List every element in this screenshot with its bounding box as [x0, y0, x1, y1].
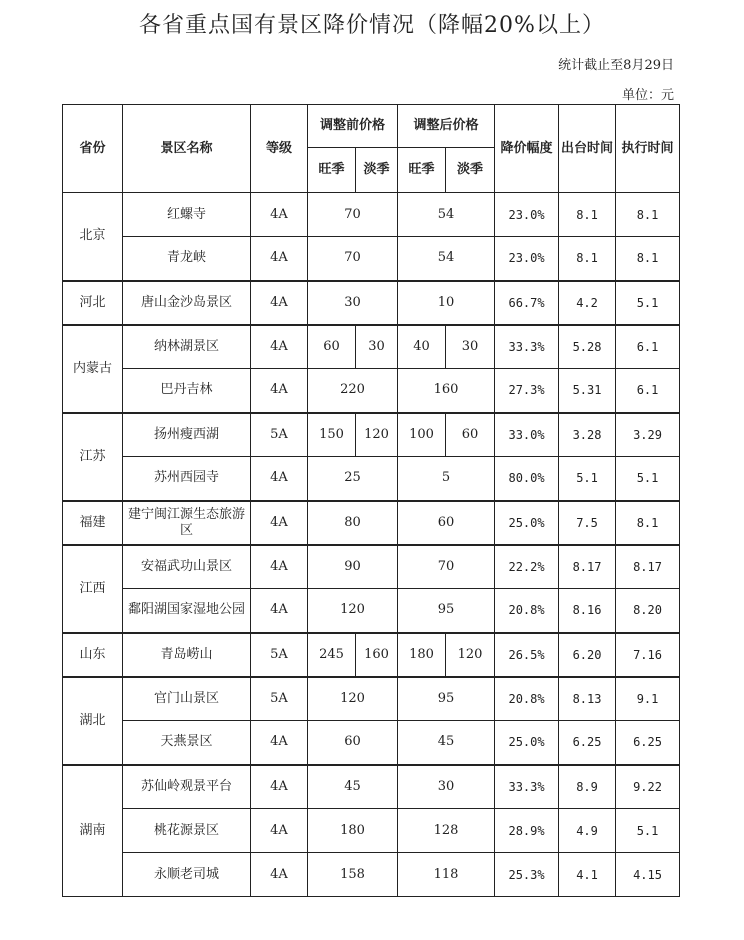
reduction-cell: 27.3% — [495, 369, 559, 413]
grade-cell: 4A — [251, 237, 308, 281]
reduction-cell: 26.5% — [495, 633, 559, 677]
price-table — [62, 104, 680, 897]
grade-cell: 4A — [251, 457, 308, 501]
scenic-name-cell: 天燕景区 — [123, 721, 251, 765]
exec-date-cell: 7.16 — [616, 633, 680, 677]
price-after-cell: 118 — [398, 853, 495, 897]
table-row — [63, 765, 680, 809]
table-row — [63, 721, 680, 765]
table-row — [63, 413, 680, 457]
unit-label: 单位：元 — [621, 88, 674, 103]
grade-cell: 4A — [251, 809, 308, 853]
table-row — [63, 633, 680, 677]
scenic-name-cell: 官门山景区 — [123, 677, 251, 721]
issue-date-cell: 4.2 — [559, 281, 616, 325]
reduction-cell: 20.8% — [495, 677, 559, 721]
grade-cell: 4A — [251, 589, 308, 633]
reduction-cell: 23.0% — [495, 237, 559, 281]
header-province: 省份 — [63, 105, 123, 193]
price-before-cell: 90 — [308, 545, 398, 589]
price-after-cell: 95 — [398, 677, 495, 721]
scenic-name-cell: 桃花源景区 — [123, 809, 251, 853]
issue-date-cell: 8.1 — [559, 193, 616, 237]
issue-date-cell: 8.13 — [559, 677, 616, 721]
header-scenic-name: 景区名称 — [123, 105, 251, 193]
reduction-cell: 25.0% — [495, 501, 559, 545]
exec-date-cell: 8.20 — [616, 589, 680, 633]
scenic-name-cell: 青龙峡 — [123, 237, 251, 281]
grade-cell: 4A — [251, 325, 308, 369]
scenic-name-cell: 苏仙岭观景平台 — [123, 765, 251, 809]
header-reduction: 降价幅度 — [495, 105, 559, 193]
reduction-cell: 33.3% — [495, 765, 559, 809]
issue-date-cell: 6.25 — [559, 721, 616, 765]
issue-date-cell: 8.16 — [559, 589, 616, 633]
price-after-cell: 5 — [398, 457, 495, 501]
price-after-off-cell: 120 — [446, 633, 495, 677]
scenic-name-cell: 永顺老司城 — [123, 853, 251, 897]
price-before-off-cell: 160 — [356, 633, 398, 677]
price-before-peak-cell: 245 — [308, 633, 356, 677]
scenic-name-cell: 唐山金沙岛景区 — [123, 281, 251, 325]
header-price-after: 调整后价格 — [398, 105, 495, 148]
price-after-cell: 10 — [398, 281, 495, 325]
reduction-cell: 33.0% — [495, 413, 559, 457]
issue-date-cell: 7.5 — [559, 501, 616, 545]
table-row — [63, 193, 680, 237]
issue-date-cell: 6.20 — [559, 633, 616, 677]
header-exec-date: 执行时间 — [616, 105, 680, 193]
price-after-off-cell: 30 — [446, 325, 495, 369]
header-after-peak: 旺季 — [398, 148, 446, 193]
price-after-cell: 54 — [398, 237, 495, 281]
reduction-cell: 23.0% — [495, 193, 559, 237]
grade-cell: 4A — [251, 501, 308, 545]
exec-date-cell: 5.1 — [616, 281, 680, 325]
province-cell: 江苏 — [63, 413, 123, 501]
issue-date-cell: 8.9 — [559, 765, 616, 809]
province-cell: 江西 — [63, 545, 123, 633]
table-row — [63, 589, 680, 633]
exec-date-cell: 9.22 — [616, 765, 680, 809]
price-before-cell: 158 — [308, 853, 398, 897]
province-cell: 内蒙古 — [63, 325, 123, 413]
province-cell: 福建 — [63, 501, 123, 545]
grade-cell: 4A — [251, 369, 308, 413]
page-title: 各省重点国有景区降价情况（降幅20%以上） — [139, 13, 605, 38]
reduction-cell: 80.0% — [495, 457, 559, 501]
table-row — [63, 281, 680, 325]
issue-date-cell: 5.28 — [559, 325, 616, 369]
price-before-cell: 45 — [308, 765, 398, 809]
reduction-cell: 25.0% — [495, 721, 559, 765]
grade-cell: 4A — [251, 765, 308, 809]
table-body — [63, 193, 680, 897]
scenic-name-cell: 建宁闽江源生态旅游区 — [123, 501, 251, 545]
header-after-off: 淡季 — [446, 148, 495, 193]
scenic-name-cell: 巴丹吉林 — [123, 369, 251, 413]
table-row — [63, 545, 680, 589]
grade-cell: 4A — [251, 281, 308, 325]
price-before-off-cell: 30 — [356, 325, 398, 369]
issue-date-cell: 4.1 — [559, 853, 616, 897]
exec-date-cell: 9.1 — [616, 677, 680, 721]
header-grade: 等级 — [251, 105, 308, 193]
price-after-cell: 95 — [398, 589, 495, 633]
grade-cell: 5A — [251, 413, 308, 457]
scenic-name-cell: 扬州瘦西湖 — [123, 413, 251, 457]
province-cell: 湖北 — [63, 677, 123, 765]
header-issue-date: 出台时间 — [559, 105, 616, 193]
price-before-peak-cell: 150 — [308, 413, 356, 457]
price-after-cell: 54 — [398, 193, 495, 237]
price-before-cell: 80 — [308, 501, 398, 545]
issue-date-cell: 3.28 — [559, 413, 616, 457]
exec-date-cell: 6.25 — [616, 721, 680, 765]
price-before-cell: 25 — [308, 457, 398, 501]
price-after-peak-cell: 100 — [398, 413, 446, 457]
price-after-cell: 70 — [398, 545, 495, 589]
header-before-off: 淡季 — [356, 148, 398, 193]
reduction-cell: 25.3% — [495, 853, 559, 897]
price-after-cell: 45 — [398, 721, 495, 765]
price-before-cell: 220 — [308, 369, 398, 413]
price-after-cell: 60 — [398, 501, 495, 545]
reduction-cell: 28.9% — [495, 809, 559, 853]
exec-date-cell: 8.1 — [616, 501, 680, 545]
table-row — [63, 369, 680, 413]
scenic-name-cell: 苏州西园寺 — [123, 457, 251, 501]
price-before-off-cell: 120 — [356, 413, 398, 457]
scenic-name-cell: 纳林湖景区 — [123, 325, 251, 369]
province-cell: 湖南 — [63, 765, 123, 897]
issue-date-cell: 8.1 — [559, 237, 616, 281]
grade-cell: 4A — [251, 853, 308, 897]
price-after-cell: 128 — [398, 809, 495, 853]
grade-cell: 4A — [251, 721, 308, 765]
grade-cell: 5A — [251, 633, 308, 677]
exec-date-cell: 6.1 — [616, 325, 680, 369]
table-row — [63, 237, 680, 281]
price-after-peak-cell: 180 — [398, 633, 446, 677]
scenic-name-cell: 青岛崂山 — [123, 633, 251, 677]
table-row — [63, 325, 680, 369]
exec-date-cell: 5.1 — [616, 457, 680, 501]
price-before-cell: 180 — [308, 809, 398, 853]
table-row — [63, 457, 680, 501]
price-after-off-cell: 60 — [446, 413, 495, 457]
grade-cell: 4A — [251, 193, 308, 237]
price-before-cell: 120 — [308, 589, 398, 633]
province-cell: 北京 — [63, 193, 123, 281]
reduction-cell: 66.7% — [495, 281, 559, 325]
price-before-cell: 120 — [308, 677, 398, 721]
scenic-name-cell: 安福武功山景区 — [123, 545, 251, 589]
issue-date-cell: 5.31 — [559, 369, 616, 413]
price-before-cell: 70 — [308, 237, 398, 281]
reduction-cell: 33.3% — [495, 325, 559, 369]
stat-date: 统计截止至8月29日 — [558, 58, 674, 73]
exec-date-cell: 5.1 — [616, 809, 680, 853]
price-before-cell: 60 — [308, 721, 398, 765]
price-before-cell: 70 — [308, 193, 398, 237]
issue-date-cell: 5.1 — [559, 457, 616, 501]
price-before-peak-cell: 60 — [308, 325, 356, 369]
price-after-peak-cell: 40 — [398, 325, 446, 369]
grade-cell: 5A — [251, 677, 308, 721]
table-row — [63, 501, 680, 545]
header-before-peak: 旺季 — [308, 148, 356, 193]
price-after-cell: 160 — [398, 369, 495, 413]
exec-date-cell: 8.17 — [616, 545, 680, 589]
reduction-cell: 22.2% — [495, 545, 559, 589]
price-before-cell: 30 — [308, 281, 398, 325]
province-cell: 河北 — [63, 281, 123, 325]
table-row — [63, 677, 680, 721]
reduction-cell: 20.8% — [495, 589, 559, 633]
table-row — [63, 809, 680, 853]
exec-date-cell: 8.1 — [616, 193, 680, 237]
issue-date-cell: 4.9 — [559, 809, 616, 853]
scenic-name-cell: 红螺寺 — [123, 193, 251, 237]
exec-date-cell: 3.29 — [616, 413, 680, 457]
header-price-before: 调整前价格 — [308, 105, 398, 148]
issue-date-cell: 8.17 — [559, 545, 616, 589]
scenic-name-cell: 鄱阳湖国家湿地公园 — [123, 589, 251, 633]
price-after-cell: 30 — [398, 765, 495, 809]
exec-date-cell: 8.1 — [616, 237, 680, 281]
grade-cell: 4A — [251, 545, 308, 589]
province-cell: 山东 — [63, 633, 123, 677]
table-row — [63, 853, 680, 897]
exec-date-cell: 6.1 — [616, 369, 680, 413]
exec-date-cell: 4.15 — [616, 853, 680, 897]
